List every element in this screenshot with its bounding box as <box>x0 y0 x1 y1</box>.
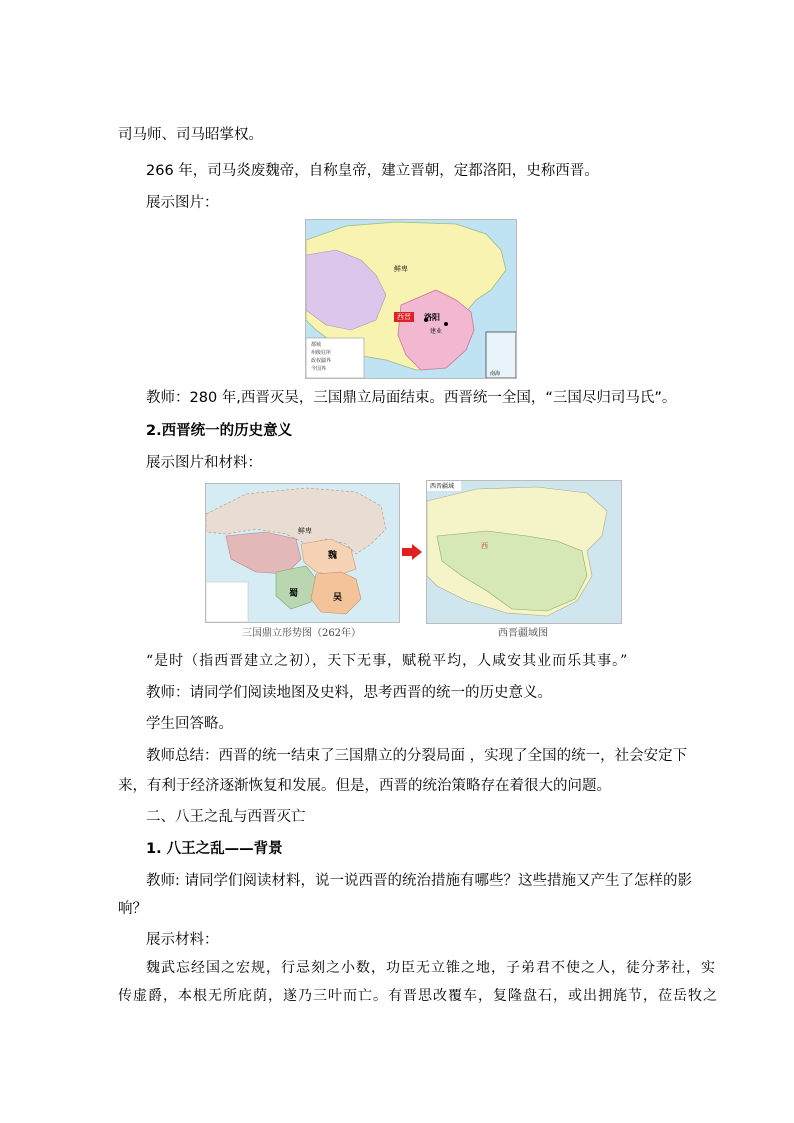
section-heading: 2.西晋统一的历史意义 <box>146 423 293 439</box>
paragraph: 司马师、司马昭掌权。 <box>118 127 263 143</box>
map-label: 蜀 <box>289 589 299 599</box>
map-label: 鲜卑 <box>394 265 408 273</box>
paragraph: 学生回答略。 <box>146 716 233 732</box>
inset-label: 南海 <box>490 371 501 377</box>
paragraph: 教师：280 年,西晋灭吴，三国鼎立局面结束。西晋统一全国，“三国尽归司马氏”。 <box>146 390 677 406</box>
quote: “是时（指西晋建立之初），天下无事，赋税平均，人咸安其业而乐其事。” <box>146 653 629 669</box>
paragraph: 教师总结：西晋的统一结束了三国鼎立的分裂局面 ，实现了全国的统一，社会安定下 <box>146 748 688 764</box>
three-kingdoms-map <box>205 483 400 623</box>
material-text: 魏武忘经国之宏规，行忌刻之小数，功臣无立锥之地，子弟君不使之人，徒分茅社，实 <box>146 960 716 976</box>
map-label: 洛阳 <box>424 313 440 322</box>
legend-item: 政权疆界 <box>311 358 332 364</box>
paragraph: 响？ <box>118 901 147 917</box>
paragraph: 展示图片和材料： <box>146 455 262 471</box>
legend-item: 今国界 <box>311 366 327 372</box>
map-title: 西晋疆域 <box>430 483 455 490</box>
map-label: 西 <box>481 542 488 550</box>
western-jin-territory-map-svg <box>427 481 621 623</box>
figure-caption: 西晋疆域图 <box>498 628 548 639</box>
paragraph: 展示图片： <box>146 195 219 211</box>
map-label: 鲜卑 <box>298 527 312 535</box>
paragraph: 来，有利于经济逐渐恢复和发展。但是，西晋的统治策略存在着很大的问题。 <box>118 778 611 794</box>
section-heading: 二、八王之乱与西晋灭亡 <box>146 809 306 825</box>
map-label: 建业 <box>430 328 443 335</box>
arrow-right-icon <box>402 544 422 560</box>
map-label: 吴 <box>333 593 343 603</box>
paragraph: 教师：请同学们阅读地图及史料，思考西晋的统一的历史意义。 <box>146 685 552 701</box>
paragraph: 266 年，司马炎废魏帝，自称皇帝，建立晋朝，定都洛阳，史称西晋。 <box>146 163 599 179</box>
map-label: 魏 <box>328 551 338 561</box>
legend-item: 州级驻所 <box>311 350 332 356</box>
paragraph: 教师: 请同学们阅读材料，说一说西晋的统治措施有哪些？这些措施又产生了怎样的影 <box>146 873 692 889</box>
western-jin-map <box>305 219 517 379</box>
section-heading: 1. 八王之乱——背景 <box>146 841 283 857</box>
material-text: 传虚爵，本根无所庇荫，遂乃三叶而亡。有晋思改覆车，复隆盘石，或出拥旄节，莅岳牧之 <box>118 988 718 1004</box>
legend-item: 都城 <box>311 342 322 348</box>
map-legend <box>311 341 331 373</box>
western-jin-territory-map <box>426 480 622 624</box>
three-kingdoms-map-svg <box>206 484 399 622</box>
map-label-xijin: 西晋 <box>394 312 414 322</box>
figure-caption: 三国鼎立形势图（262年） <box>241 628 362 639</box>
paragraph: 展示材料： <box>146 932 219 948</box>
western-jin-map-svg <box>306 220 516 378</box>
